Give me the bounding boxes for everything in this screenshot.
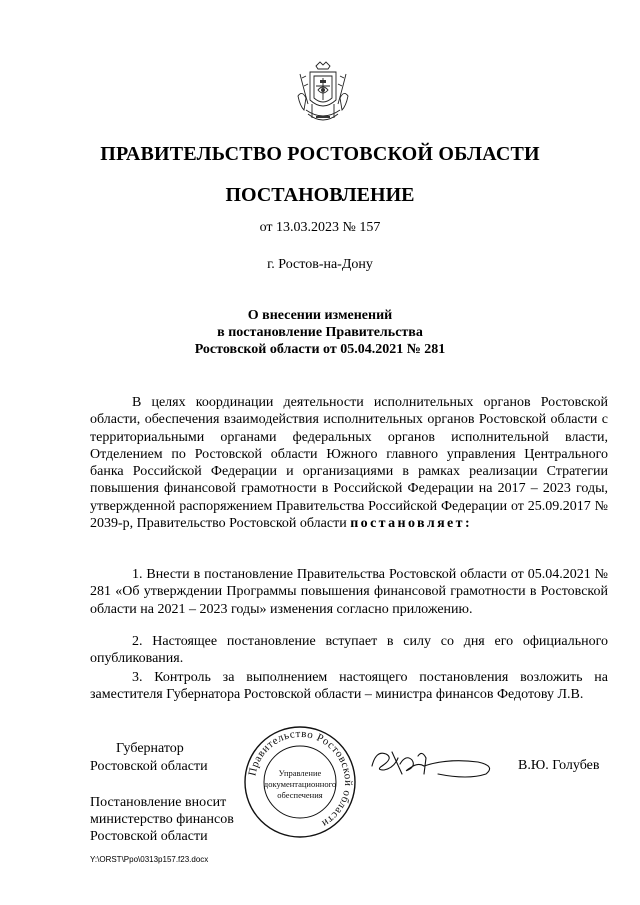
signatory-name: В.Ю. Голубев bbox=[518, 758, 600, 773]
document-date-number: от 13.03.2023 № 157 bbox=[259, 220, 381, 235]
resolves-word: постановляет: bbox=[350, 516, 473, 532]
signatory-title-line: Ростовской области bbox=[90, 759, 208, 774]
submitted-by-line: Постановление вносит bbox=[90, 795, 227, 810]
document-type: ПОСТАНОВЛЕНИЕ bbox=[225, 184, 415, 206]
subject-line: Ростовской области от 05.04.2021 № 281 bbox=[194, 342, 446, 357]
official-stamp-icon bbox=[242, 724, 358, 840]
submitted-by-line: министерство финансов bbox=[90, 812, 234, 827]
stamp-ring-text: Правительство Ростовской области bbox=[246, 727, 355, 830]
signatory-title-line: Губернатор bbox=[116, 741, 184, 756]
submitted-by-block bbox=[90, 794, 234, 845]
handwritten-signature-icon bbox=[368, 744, 498, 784]
clause-1: 1. Внести в постановление Правительства Ростовской области от 05.04.2021 № 281 «Об утверждении Программы повышения финансовой грамотности в Ростовской области на 2021 – 2023 годы» изменения согласно приложению. bbox=[90, 567, 608, 617]
signatory-title bbox=[90, 740, 208, 776]
subject-line: в постановление Правительства bbox=[217, 325, 423, 340]
subject-line: О внесении изменений bbox=[247, 308, 393, 323]
preamble-text: В целях координации деятельности исполнительных органов Ростовской области, обеспечения взаимодействия исполнительных органов Ростовской области с территориальными органами федеральных органов исполнительной власти, Отделением по Ростовской области Южного главного управления Центрального банка Российской Федерации и организациями в рамках реализации Стратегии повышения финансовой грамотности в Российской Федерации на 2017 – 2023 годы, утвержденной распоряжением Правительства Российской Федерации от 25.09.2017 № 2039-р, Правительство Ростовской области bbox=[90, 395, 608, 532]
stamp-center-line: Управление bbox=[278, 768, 322, 778]
clause-3: 3. Контроль за выполнением настоящего постановления возложить на заместителя Губернатора Ростовской области – министра финансов Федотову Л.В. bbox=[90, 670, 608, 703]
government-title: ПРАВИТЕЛЬСТВО РОСТОВСКОЙ ОБЛАСТИ bbox=[100, 143, 540, 165]
clause-2: 2. Настоящее постановление вступает в силу со дня его официального опубликования. bbox=[90, 634, 608, 667]
document-subject bbox=[0, 307, 640, 358]
stamp-center-line: документационного bbox=[263, 779, 337, 789]
file-path-footer: Y:\ORST\Ppo\0313p157.f23.docx bbox=[90, 855, 209, 864]
coat-of-arms-emblem-icon bbox=[296, 60, 350, 128]
stamp-center-line: обеспечения bbox=[277, 790, 323, 800]
preamble-paragraph bbox=[90, 394, 608, 532]
document-city: г. Ростов-на-Дону bbox=[267, 257, 373, 272]
submitted-by-line: Ростовской области bbox=[90, 829, 208, 844]
